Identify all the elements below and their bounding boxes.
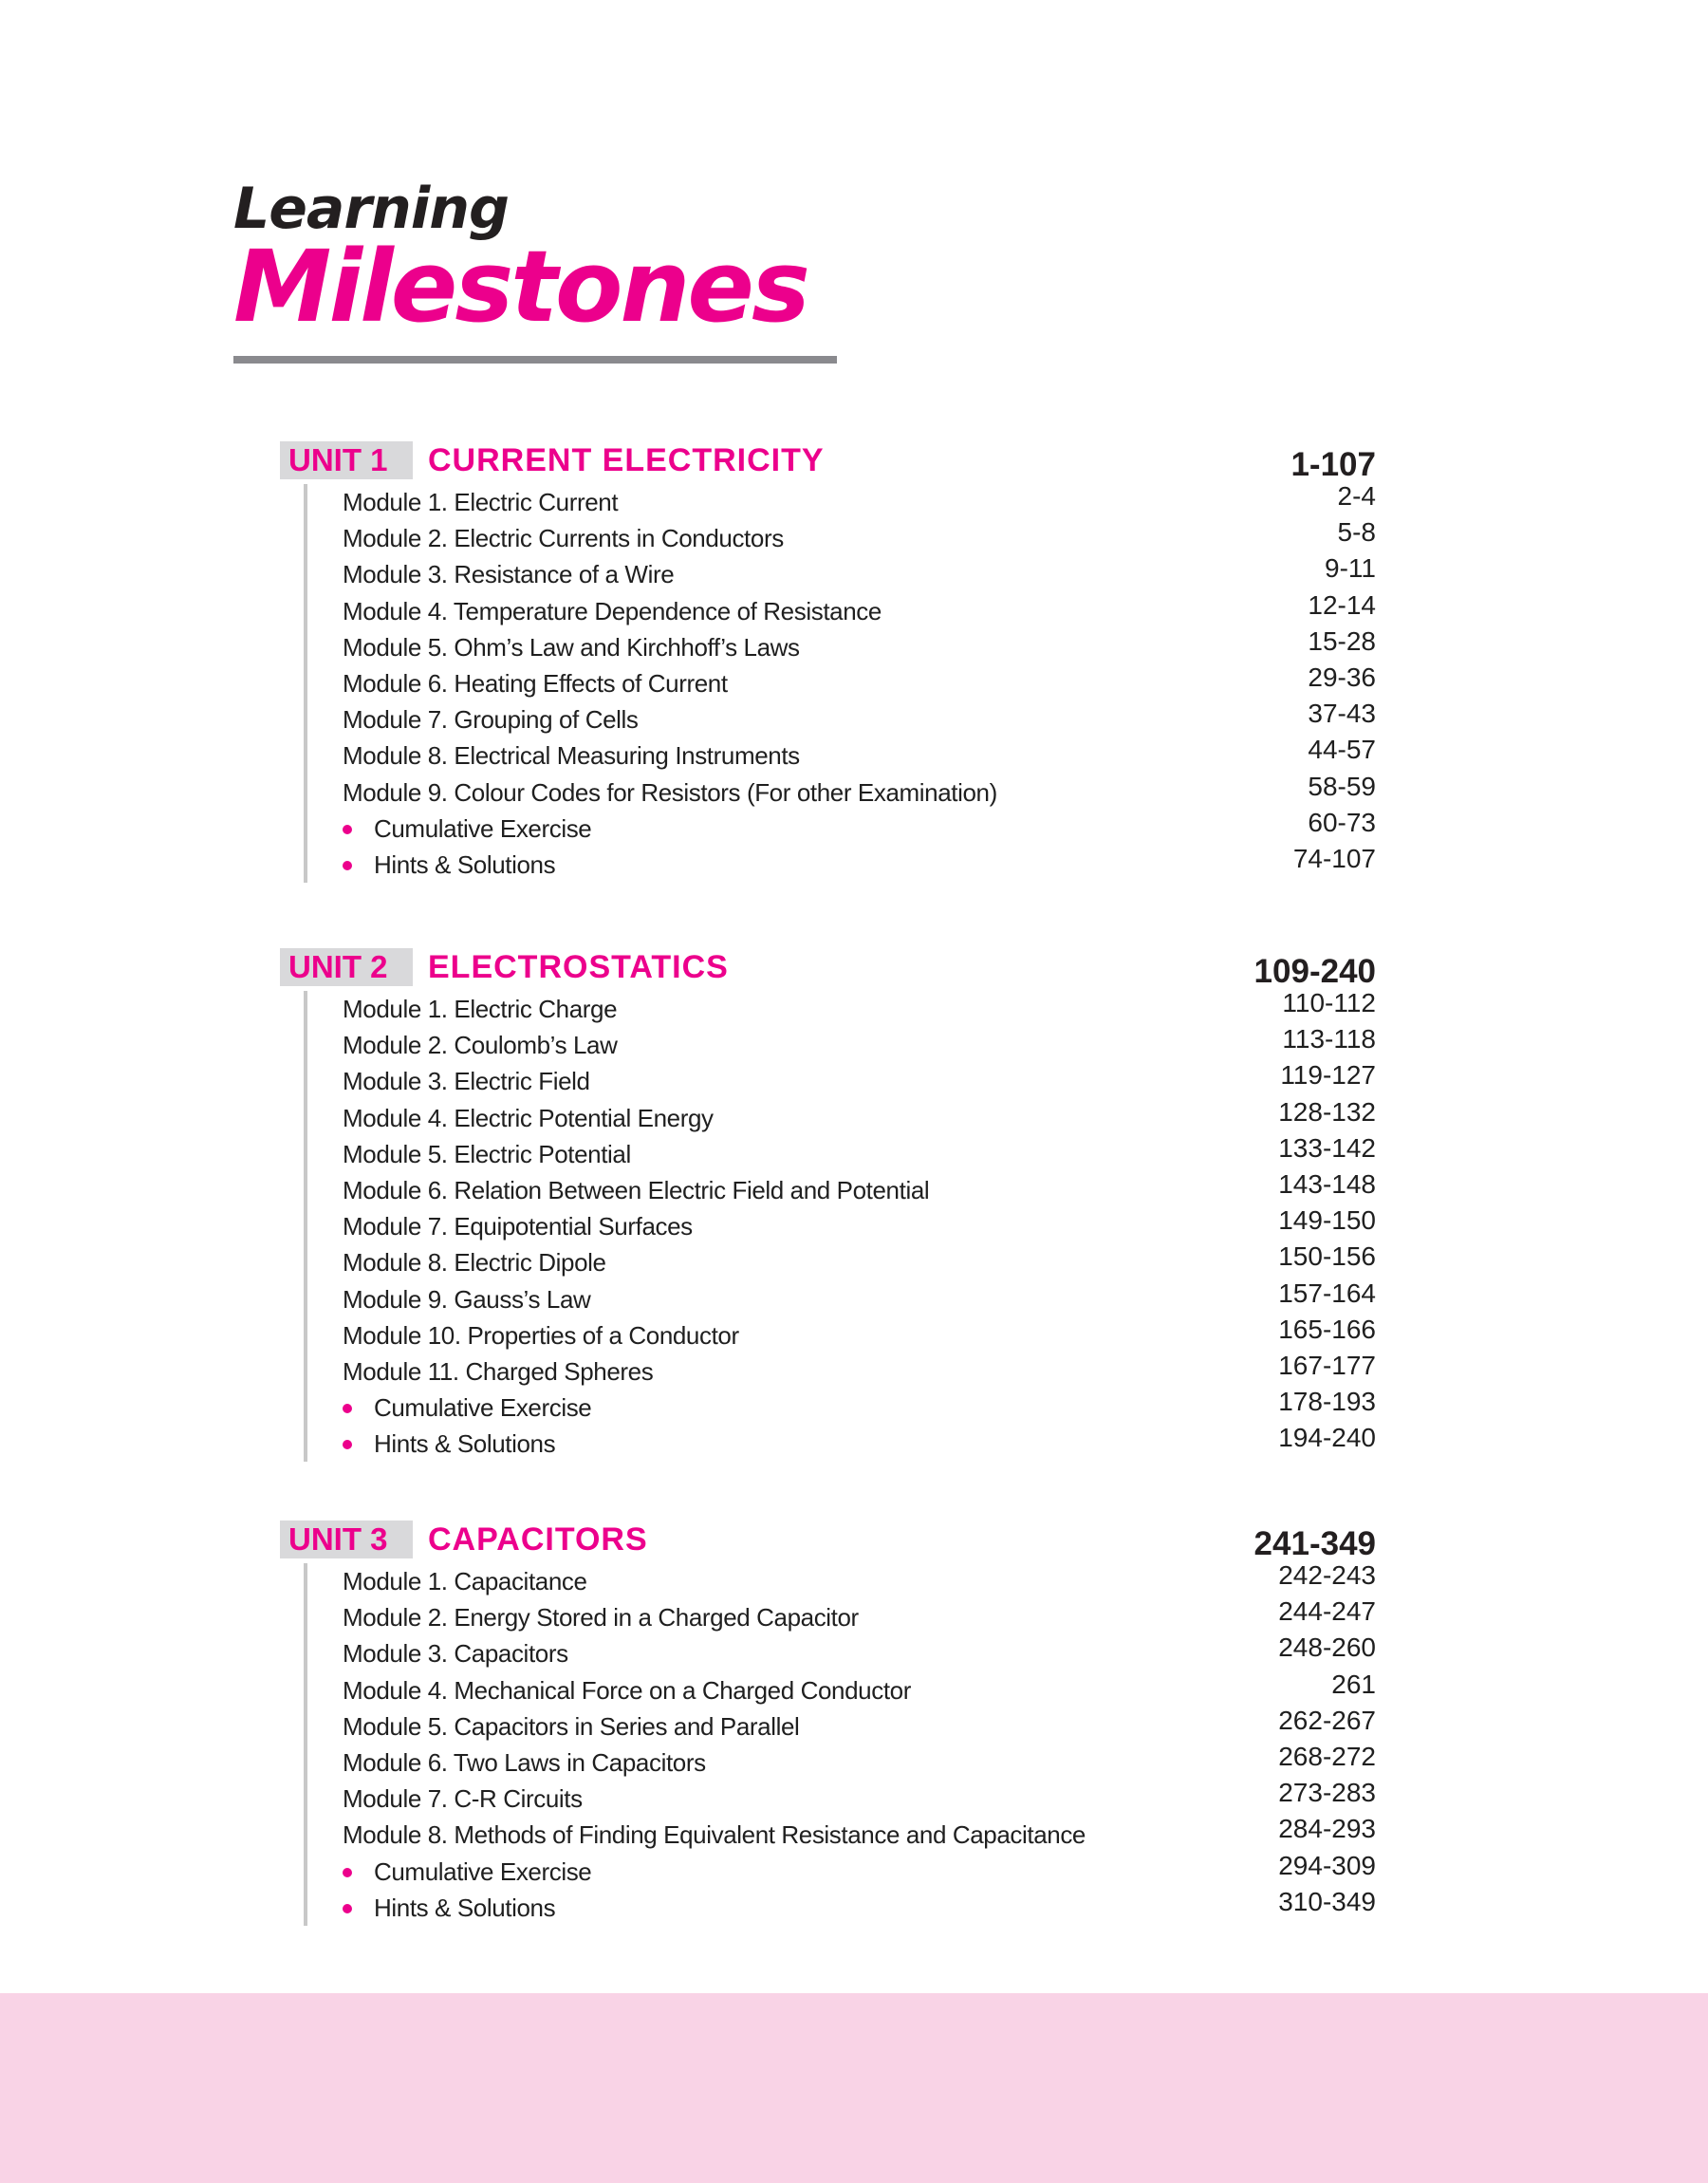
toc-item-label: Module 2. Energy Stored in a Charged Capacitor [343,1603,859,1633]
toc-module-item [307,481,1376,520]
toc-item-label: Module 7. Grouping of Cells [343,705,639,735]
toc-module-item [307,1024,1376,1063]
toc-module-item [307,1278,1376,1317]
toc-module-item [307,1241,1376,1280]
toc-extra-item [307,1423,1376,1462]
toc-extra-item [307,807,1376,847]
unit-section-1 [280,438,1376,883]
toc-item-pages: 242-243 [1278,1560,1376,1590]
toc-item-label: Module 8. Methods of Finding Equivalent Resistance and Capacitance [343,1820,1086,1850]
unit-label: UNIT 1 [280,441,413,479]
toc-item-pages: 167-177 [1278,1350,1376,1380]
toc-item-label: Module 7. C-R Circuits [343,1784,583,1814]
toc-item-label: Module 2. Electric Currents in Conductors [343,524,784,553]
toc-item-pages: 294-309 [1278,1850,1376,1880]
toc-item-pages: 244-247 [1278,1596,1376,1627]
toc-item-label: Module 8. Electric Dipole [343,1248,606,1278]
toc-item-label: Module 3. Capacitors [343,1639,568,1669]
toc-item-pages: 284-293 [1278,1814,1376,1844]
unit-contents [304,988,1376,1462]
unit-header [280,945,1376,991]
toc-module-item [307,1350,1376,1390]
page-title [233,176,837,345]
unit-section-2 [280,945,1376,1462]
toc-item-pages: 248-260 [1278,1633,1376,1663]
toc-item-pages: 29-36 [1308,662,1376,692]
toc-item-pages: 273-283 [1278,1778,1376,1808]
toc-module-item [307,1741,1376,1781]
toc-extra-item [307,843,1376,883]
toc-module-item [307,771,1376,811]
toc-item-pages: 74-107 [1292,843,1376,873]
bullet-dot-icon [343,1868,352,1877]
toc-module-item [307,1635,1376,1671]
toc-item-pages: 149-150 [1278,1205,1376,1236]
toc-module-item [307,1560,1376,1599]
toc-item-pages: 2-4 [1337,481,1376,511]
unit-title: CAPACITORS [428,1521,648,1558]
toc-item-pages: 143-148 [1278,1168,1376,1199]
toc-module-item [307,1314,1376,1353]
toc-item-label: Module 1. Capacitance [343,1567,587,1595]
toc-item-pages: 128-132 [1278,1096,1376,1127]
unit-contents [304,481,1376,883]
toc-item-label: Module 1. Electric Charge [343,995,618,1023]
toc-item-label: Hints & Solutions [374,1893,556,1922]
toc-item-pages: 268-272 [1278,1741,1376,1771]
unit-header [280,1518,1376,1563]
toc-module-item [307,625,1376,665]
bullet-dot-icon [343,1904,352,1913]
title-line-learning: Learning [233,176,509,242]
toc-item-label: Module 7. Equipotential Surfaces [343,1212,693,1241]
unit-section-3 [280,1518,1376,1926]
toc-item-pages: 37-43 [1308,699,1376,729]
toc-item-label: Module 4. Temperature Dependence of Resistance [343,596,882,625]
unit-contents [304,1560,1376,1926]
toc-module-item [307,1596,1376,1635]
toc-item-pages: 110-112 [1282,988,1376,1017]
toc-item-pages: 165-166 [1278,1314,1376,1344]
toc-item-pages: 5-8 [1337,517,1376,548]
unit-page-range: 241-349 [1253,1525,1376,1562]
unit-title: CURRENT ELECTRICITY [428,442,825,478]
toc-module-item [307,1778,1376,1817]
bullet-dot-icon [343,1404,352,1413]
bullet-dot-icon [343,861,352,870]
toc-item-label: Module 1. Electric Current [343,488,619,516]
toc-item-pages: 9-11 [1325,553,1376,584]
unit-label: UNIT 3 [280,1521,413,1558]
toc-item-label: Module 6. Two Laws in Capacitors [343,1747,706,1777]
toc-item-label: Module 5. Capacitors in Series and Parallel [343,1711,800,1741]
toc-item-label: Cumulative Exercise [374,813,592,843]
toc-item-label: Module 4. Mechanical Force on a Charged Conductor [343,1675,911,1705]
toc-item-label: Module 9. Gauss’s Law [343,1284,591,1314]
toc-item-pages: 310-349 [1278,1886,1376,1916]
toc-module-item [307,1814,1376,1853]
toc-module-item [307,589,1376,629]
toc-module-item [307,1132,1376,1172]
toc-item-label: Module 8. Electrical Measuring Instruments [343,741,800,771]
toc-item-label: Cumulative Exercise [374,1393,592,1423]
toc-module-item [307,553,1376,592]
toc-module-item [307,1705,1376,1745]
unit-title: ELECTROSTATICS [428,949,729,985]
toc-module-item [307,662,1376,701]
toc-item-label: Module 11. Charged Spheres [343,1356,654,1386]
toc-item-label: Hints & Solutions [374,849,556,879]
toc-module-item [307,1060,1376,1099]
toc-extra-item [307,1850,1376,1890]
unit-header [280,438,1376,484]
toc-item-label: Module 5. Electric Potential [343,1139,631,1168]
toc-item-label: Module 3. Resistance of a Wire [343,560,675,589]
toc-item-pages: 44-57 [1308,735,1376,765]
toc-item-pages: 12-14 [1308,589,1376,620]
toc-item-label: Module 6. Relation Between Electric Field and Potential [343,1175,930,1204]
unit-page-range: 109-240 [1253,953,1376,990]
toc-item-label: Module 4. Electric Potential Energy [343,1103,714,1132]
toc-module-item [307,701,1376,737]
toc-item-pages: 60-73 [1308,807,1376,837]
toc-item-pages: 150-156 [1278,1241,1376,1272]
toc-item-label: Hints & Solutions [374,1429,556,1459]
title-underline [233,356,837,364]
toc-item-pages: 157-164 [1278,1278,1376,1308]
toc-item-pages: 58-59 [1308,771,1376,801]
toc-item-pages: 15-28 [1308,625,1376,656]
toc-item-pages: 262-267 [1278,1705,1376,1735]
toc-item-pages: 113-118 [1282,1024,1376,1054]
toc-item-label: Cumulative Exercise [374,1856,592,1886]
toc-item-pages: 119-127 [1280,1060,1376,1091]
toc-module-item [307,517,1376,556]
bullet-dot-icon [343,825,352,834]
toc-item-label: Module 3. Electric Field [343,1067,590,1096]
toc-item-pages: 261 [1331,1669,1376,1699]
toc-module-item [307,1168,1376,1208]
toc-item-label: Module 6. Heating Effects of Current [343,668,728,698]
unit-label: UNIT 2 [280,948,413,986]
toc-item-label: Module 2. Coulomb’s Law [343,1031,618,1060]
toc-item-label: Module 10. Properties of a Conductor [343,1320,739,1350]
toc-extra-item [307,1387,1376,1426]
toc-item-pages: 178-193 [1278,1387,1376,1417]
bullet-dot-icon [343,1440,352,1449]
toc-module-item [307,1096,1376,1136]
toc-module-item [307,737,1376,774]
title-line-milestones: Milestones [233,229,808,345]
footer-band [0,1993,1708,2183]
toc-item-pages: 133-142 [1278,1132,1376,1163]
toc-module-item [307,1205,1376,1244]
toc-module-item [307,1669,1376,1708]
toc-item-label: Module 5. Ohm’s Law and Kirchhoff’s Laws [343,632,800,662]
unit-page-range: 1-107 [1290,446,1376,483]
toc-extra-item [307,1886,1376,1926]
toc-item-label: Module 9. Colour Codes for Resistors (For other Examination) [343,777,997,807]
toc-module-item [307,988,1376,1027]
toc-item-pages: 194-240 [1278,1423,1376,1453]
